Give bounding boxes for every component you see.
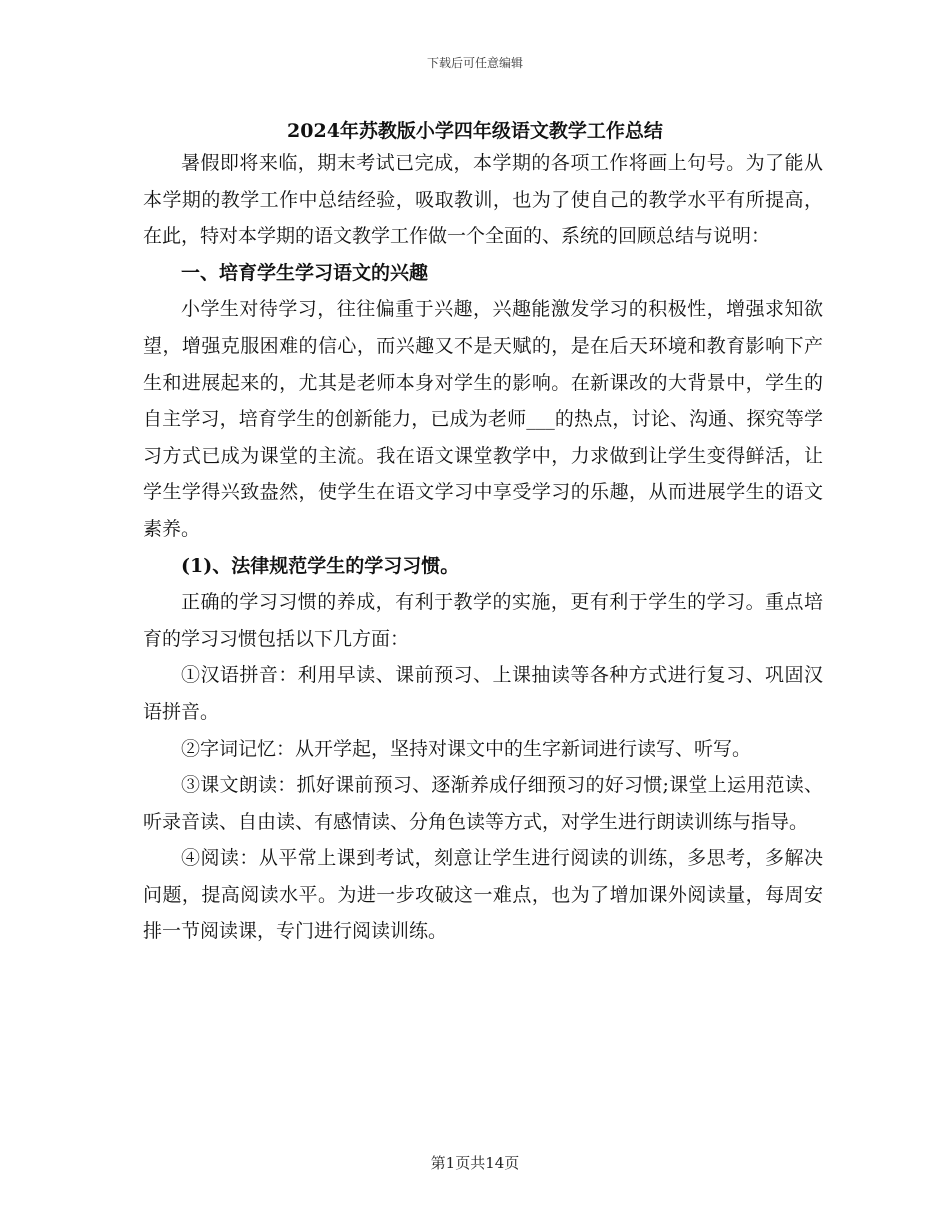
header-note: 下载后可任意编辑: [426, 56, 523, 70]
list-item-reading-aloud: ③课文朗读：抓好课前预习、逐渐养成仔细预习的好习惯;课堂上运用范读、听录音读、自由读、有感情读、分角色读等方式，对学生进行朗读训练与指导。: [143, 774, 823, 833]
list-item-reading: ④阅读：从平常上课到考试，刻意让学生进行阅读的训练，多思考，多解决问题，提高阅读水平。为进一步攻破这一难点，也为了增加课外阅读量，每周安排一节阅读课，专门进行阅读训练。: [143, 847, 823, 943]
intro-paragraph: 暑假即将来临，期末考试已完成，本学期的各项工作将画上句号。为了能从本学期的教学工作中总结经验，吸取教训，也为了使自己的教学水平有所提高，在此，特对本学期的语文教学工作做一个全面的、系统的回顾总结与说明：: [143, 152, 823, 248]
page-title: 2024年苏教版小学四年级语文教学工作总结: [287, 120, 663, 142]
page-number: 第1页共14页: [430, 1154, 520, 1172]
document-body: [143, 145, 823, 950]
body-paragraph: 正确的学习习惯的养成，有利于教学的实施，更有利于学生的学习。重点培育的学习习惯包括以下几方面：: [143, 591, 823, 650]
section-heading-1: 一、培育学生学习语文的兴趣: [181, 261, 429, 284]
body-paragraph: 小学生对待学习，往往偏重于兴趣，兴趣能激发学习的积极性，增强求知欲望，增强克服困难的信心，而兴趣又不是天赋的，是在后天环境和教育影响下产生和进展起来的，尤其是老师本身对学生的影响。在新课改的大背景中，学生的自主学习，培育学生的创新能力，已成为老师___的热点，讨论、沟通、探究等学习方式已成为课堂的主流。我在语文课堂教学中，力求做到让学生变得鲜活，让学生学得兴致盎然，使学生在语文学习中享受学习的乐趣，从而进展学生的语文素养。: [143, 298, 823, 540]
list-item-vocabulary: ②字词记忆：从开学起，坚持对课文中的生字新词进行读写、听写。: [181, 737, 752, 760]
list-item-pinyin: ①汉语拼音：利用早读、课前预习、上课抽读等各种方式进行复习、巩固汉语拼音。: [143, 664, 823, 723]
subsection-heading-1: (1)、法律规范学生的学习习惯。: [181, 554, 460, 577]
